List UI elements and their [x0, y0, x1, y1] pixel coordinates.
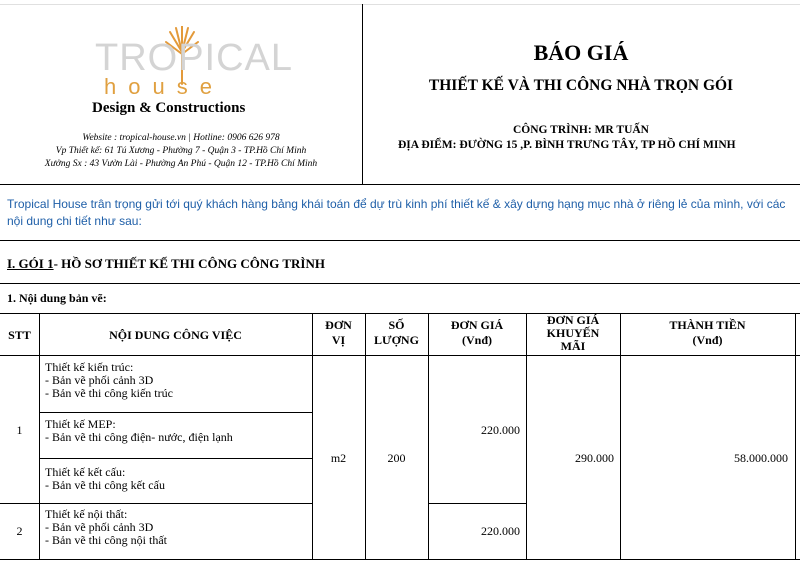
header-promo-line3: MÃI: [560, 339, 586, 353]
header-unit-line2: VỊ: [331, 333, 346, 347]
item-title: Thiết kế kiến trúc:: [45, 360, 134, 374]
page-subtitle: THIẾT KẾ VÀ THI CÔNG NHÀ TRỌN GÓI: [428, 77, 734, 94]
header-quantity: [365, 318, 428, 348]
row1-item-mep: [45, 418, 233, 444]
header-price: [428, 318, 526, 348]
row1-stt: 1: [16, 423, 23, 437]
item-title: Thiết kế MEP:: [45, 417, 116, 431]
section-heading: [7, 256, 325, 272]
row1-price: 220.000: [481, 423, 520, 437]
logo-wordmark: TROPICAL: [95, 37, 294, 79]
company-logo-block: [0, 4, 362, 184]
contact-website: Website : tropical-house.vn | Hotline: 0906 626 978: [82, 133, 280, 143]
page-title: BÁO GIÁ: [533, 40, 629, 65]
header-total-line2: (Vnđ): [692, 333, 723, 347]
header-promo-price: [526, 314, 620, 355]
header-promo-line2: KHUYẾN: [546, 326, 600, 340]
promo-price-value: 290.000: [575, 451, 614, 465]
col-line-6: [620, 313, 621, 559]
intro-line-1: Tropical House trân trọng gửi tới quý khách hàng bảng khái toán để dự trù kinh phí thiết kế & xây dựng hạng mục nhà ở riêng lẻ của mình, với các: [7, 197, 786, 211]
table-top-border: [0, 313, 800, 314]
header-total: [620, 318, 795, 348]
quantity-value: 200: [387, 451, 406, 465]
project-address: ĐỊA ĐIỂM: ĐƯỜNG 15 ,P. BÌNH TRƯNG TÂY, TP HỒ CHÍ MINH: [398, 139, 736, 151]
logo-house-text: house: [104, 74, 224, 99]
section-heading-link[interactable]: I. GÓI 1: [7, 256, 54, 271]
header-content: NỘI DUNG CÔNG VIỆC: [109, 328, 242, 342]
row-divider-a: [39, 412, 312, 413]
section-bottom-border: [0, 283, 800, 284]
item-line: - Bản vẽ thi công nội thất: [45, 533, 167, 547]
row2-item-interior: [45, 508, 167, 547]
col-line-1: [39, 313, 40, 559]
row-divider-stt: [0, 503, 39, 504]
header-stt: STT: [8, 328, 31, 342]
col-line-3: [365, 313, 366, 559]
header-price-line1: ĐƠN GIÁ: [450, 318, 504, 332]
header-price-line2: (Vnđ): [461, 333, 492, 347]
section-heading-text: - HỒ SƠ THIẾT KẾ THI CÔNG CÔNG TRÌNH: [53, 256, 325, 271]
header-unit-line1: ĐƠN: [325, 318, 352, 332]
subsection-heading: 1. Nội dung bản vẽ:: [7, 291, 107, 305]
item-line: - Bản vẽ thi công điện- nước, điện lạnh: [45, 430, 233, 444]
item-title: Thiết kế nội thất:: [45, 507, 128, 521]
item-title: Thiết kế kết cấu:: [45, 465, 126, 479]
row1-item-architecture: [45, 361, 173, 400]
contact-office: Vp Thiết kế: 61 Tú Xương - Phường 7 - Quận 3 - TP.Hồ Chí Minh: [55, 146, 307, 156]
row-divider-c: [39, 503, 312, 504]
project-name: CÔNG TRÌNH: MR TUẤN: [513, 124, 649, 136]
contact-factory: Xưởng Sx : 43 Vườn Lài - Phường An Phú - Quận 12 - TP.Hồ Chí Minh: [44, 159, 318, 169]
row-divider-b: [39, 458, 312, 459]
header-qty-line2: LƯỢNG: [374, 333, 419, 347]
item-line: - Bản vẽ phối cảnh 3D: [45, 373, 154, 387]
intro-line-2: nội dung chi tiết như sau:: [7, 214, 142, 228]
table-header-bottom: [0, 355, 800, 356]
total-value: 58.000.000: [734, 451, 788, 465]
unit-value: m2: [330, 451, 347, 465]
header-bottom-border: [0, 184, 800, 185]
item-line: - Bản vẽ phối cảnh 3D: [45, 520, 154, 534]
header-unit: [312, 318, 365, 348]
logo-tagline: Design & Constructions: [92, 100, 246, 116]
row1-item-structure: [45, 466, 165, 492]
table-bottom-border: [0, 559, 800, 560]
col-line-2: [312, 313, 313, 559]
row2-stt: 2: [16, 524, 23, 538]
header-promo-line1: ĐƠN GIÁ: [546, 314, 600, 327]
header-total-line1: THÀNH TIỀN: [669, 318, 746, 332]
item-line: - Bản vẽ thi công kiến trúc: [45, 386, 173, 400]
intro-bottom-border: [0, 240, 800, 241]
item-line: - Bản vẽ thi công kết cấu: [45, 478, 165, 492]
row-divider-price: [428, 503, 526, 504]
col-line-7: [795, 313, 796, 559]
header-qty-line1: SỐ: [388, 318, 405, 332]
row2-price: 220.000: [481, 524, 520, 538]
